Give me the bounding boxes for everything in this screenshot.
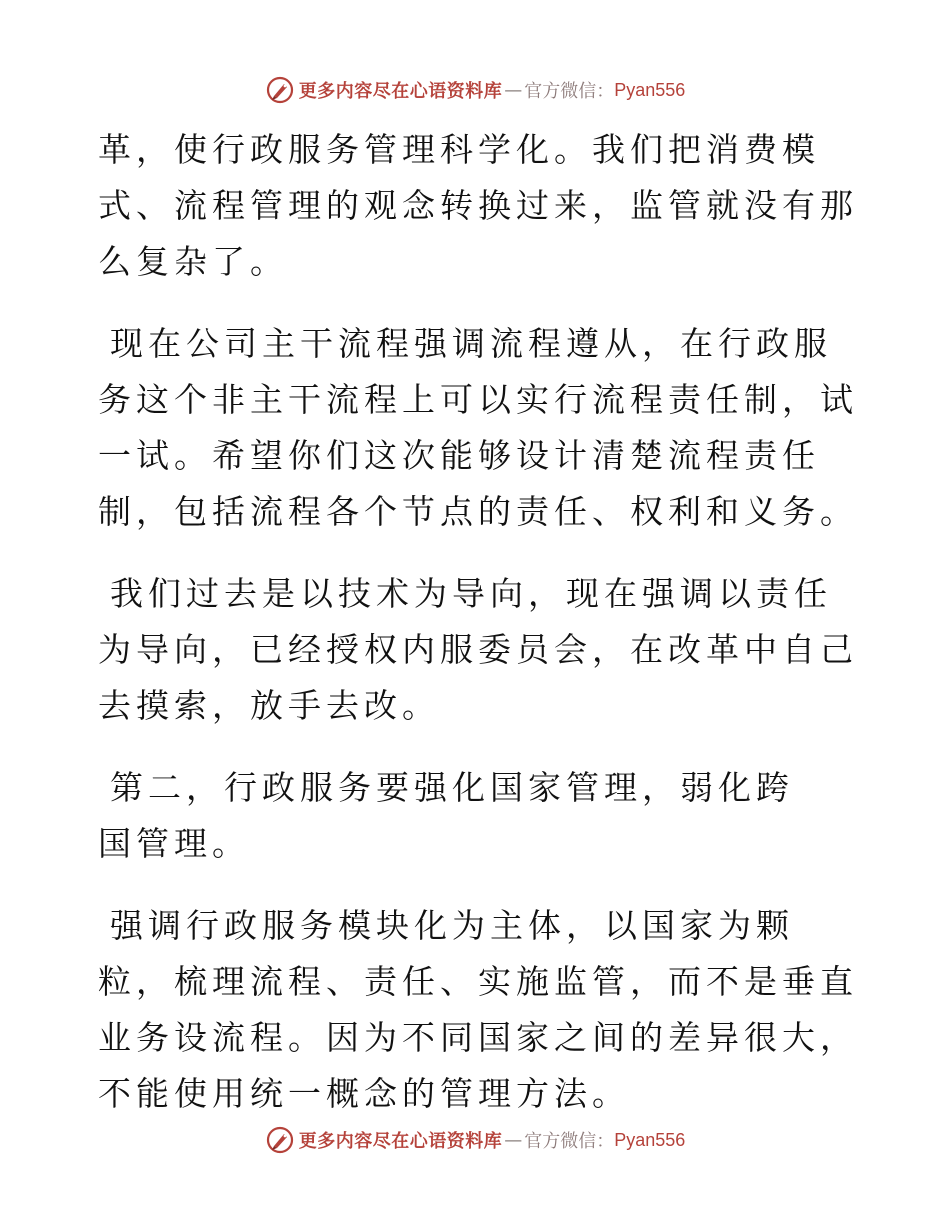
- footer-separator: —: [504, 1129, 523, 1151]
- header-wechat-label: 官方微信：: [524, 81, 615, 102]
- paragraph-5: 强调行政服务模块化为主体，以国家为颗粒，梳理流程、责任、实施监管，而不是垂直业务设流程。因为不同国家之间的差异很大，不能使用统一概念的管理方法。: [98, 906, 858, 1113]
- header-banner: [0, 70, 950, 110]
- paragraph-1: 革，使行政服务管理科学化。我们把消费模式、流程管理的观念转换过来，监管就没有那么复杂了。: [98, 130, 858, 281]
- document-body: [98, 122, 858, 1148]
- footer-wechat-id: Pyan556: [614, 1129, 686, 1150]
- header-wechat-id: Pyan556: [614, 79, 686, 100]
- paragraph-4: 第二，行政服务要强化国家管理，弱化跨国管理。: [98, 768, 794, 863]
- pen-nib-logo-icon: [265, 75, 295, 105]
- footer-promo-text: 更多内容尽在心语资料库: [298, 1131, 503, 1152]
- pen-nib-logo-icon: [265, 1125, 295, 1155]
- footer-banner: [0, 1120, 950, 1160]
- paragraph-3: 我们过去是以技术为导向，现在强调以责任为导向，已经授权内服委员会，在改革中自己去摸索，放手去改。: [98, 574, 858, 725]
- paragraph-2: 现在公司主干流程强调流程遵从，在行政服务这个非主干流程上可以实行流程责任制，试一试。希望你们这次能够设计清楚流程责任制，包括流程各个节点的责任、权利和义务。: [98, 324, 858, 531]
- header-separator: —: [504, 79, 523, 101]
- footer-wechat-label: 官方微信：: [524, 1131, 615, 1152]
- header-promo-text: 更多内容尽在心语资料库: [298, 81, 503, 102]
